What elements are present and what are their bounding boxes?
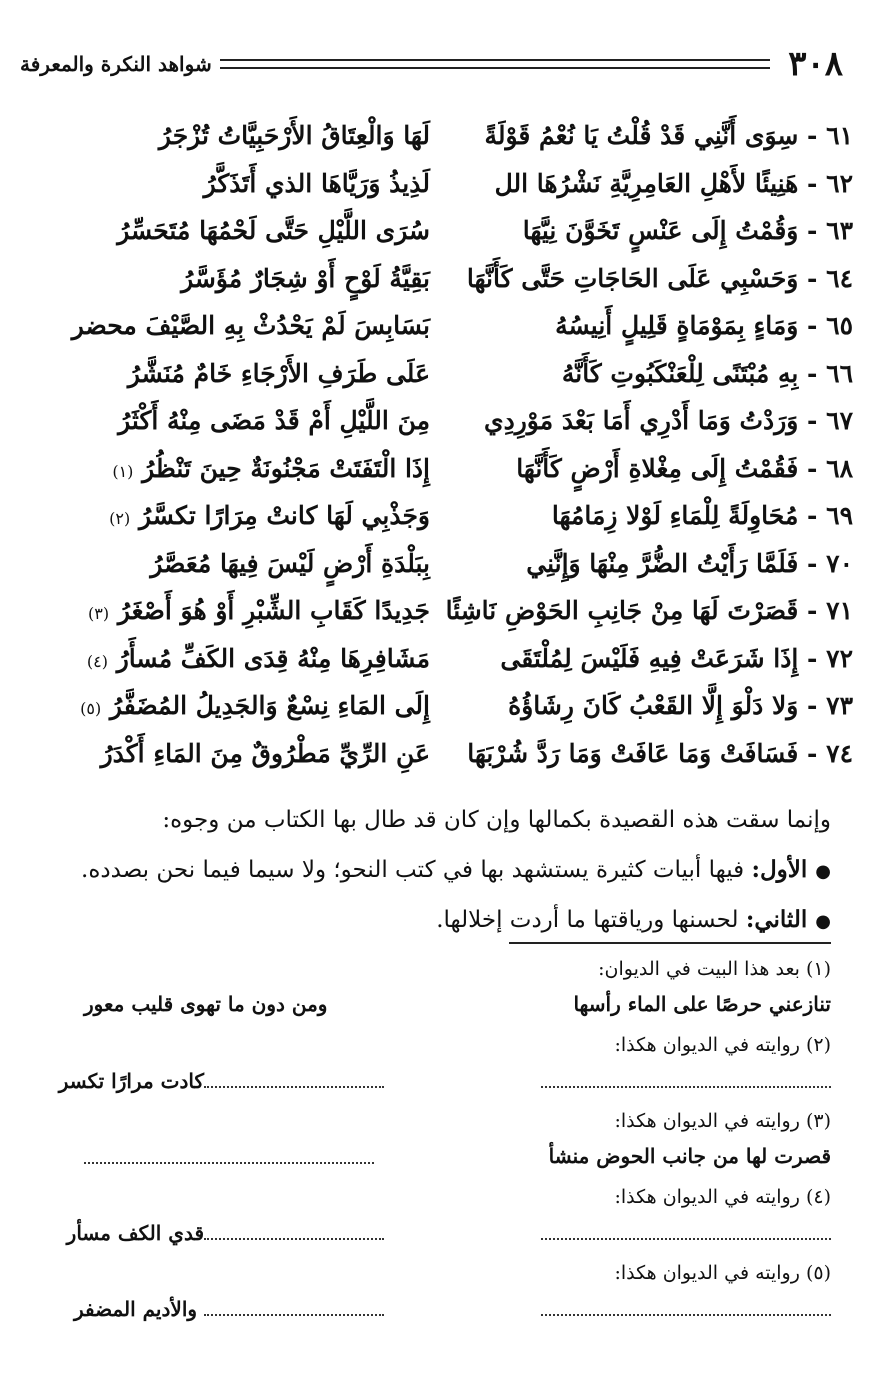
verse-second-hemistich: لَذِيذُ وَرَيَّاهَا الذي أَتَذَكَّرُ xyxy=(203,168,430,198)
ellipsis-dots xyxy=(204,1068,384,1088)
verse-first-hemistich: وَقُمْتُ إِلَى عَنْسٍ تَخَوَّنَ نِيَّهَا xyxy=(522,216,799,246)
footnote-heading: (٢) روايته في الديوان هكذا: xyxy=(614,1034,831,1056)
verse-number: ٦٣ xyxy=(826,216,853,246)
footnote xyxy=(84,1106,831,1176)
ellipsis-dots xyxy=(204,1296,384,1316)
verse-second-hemistich: بَقِيَّةُ لَوْحٍ أَوْ شِجَارٌ مُؤَسَّرُ xyxy=(181,263,430,293)
footnote-marker[interactable]: (٢) xyxy=(109,509,131,529)
ellipsis-dots xyxy=(541,1068,831,1088)
verse-first-hemistich: بِهِ مُبْتَنًى لِلْعَنْكَبُوتِ كَأَنَّهُ xyxy=(561,358,799,388)
verse-first-hemistich: هَنِيئًا لأَهْلِ العَامِرِيَّةِ نَشْرُهَا الل xyxy=(494,168,799,198)
footnote-heading: (٤) روايته في الديوان هكذا: xyxy=(614,1186,831,1208)
footnote xyxy=(73,1258,831,1328)
verse-first-hemistich: فَسَافَتْ وَمَا عَافَتْ وَمَا رَدَّ شُرْبَهَا xyxy=(467,738,799,768)
verse-number: ٦٦ xyxy=(826,358,853,388)
bullet-item xyxy=(30,848,831,898)
footnote xyxy=(84,954,831,1024)
bullet-item xyxy=(30,898,831,948)
verse-row: ٧١ - قَصَرْتَ لَهَا مِنْ جَانِبِ الحَوْضِ نَاشِئًا جَدِيدًا كَقَابِ الشِّبْرِ أَوْ هُوَ أَصْغَرُ (٣) xyxy=(88,596,853,626)
verse-second-hemistich: جَدِيدًا كَقَابِ الشِّبْرِ أَوْ هُوَ أَصْغَرُ xyxy=(117,596,430,626)
ellipsis-dots xyxy=(84,1144,374,1164)
verse-second-hemistich: إِذَا الْتَفَتَتْ مَجْنُونَةٌ حِينَ تَنْظُرُ xyxy=(142,453,430,483)
bullet-icon: ● xyxy=(815,861,831,882)
verse-row: ٦٢ - هَنِيئًا لأَهْلِ العَامِرِيَّةِ نَشْرُهَا الل لَذِيذُ وَرَيَّاهَا الذي أَتَذَكَّرُ xyxy=(203,168,853,198)
verse-number: ٧١ xyxy=(826,596,853,626)
page-number: ٣٠٨ xyxy=(788,44,843,84)
footnote-verse-left: والأديم المضفر xyxy=(73,1296,198,1321)
verse-row: ٦٣ - وَقُمْتُ إِلَى عَنْسٍ تَخَوَّنَ نِيَّهَا سُرَى اللَّيْلِ حَتَّى لَحْمُهَا مُتَحَسِّرُ xyxy=(117,216,853,246)
verse-first-hemistich: فَقُمْتُ إِلَى مِغْلاةِ أَرْضٍ كَأَنَّهَا xyxy=(516,453,799,483)
verse-row: ٦٦ - بِهِ مُبْتَنًى لِلْعَنْكَبُوتِ كَأَنَّهُ عَلَى طَرَفِ الأَرْجَاءِ خَامٌ مُنَشَّرُ xyxy=(127,358,853,388)
verse-row: ٦٩ - مُحَاوِلَةً لِلْمَاءِ لَوْلا زِمَامُهَا وَجَذْبِي لَهَا كانتْ مِرَارًا تكسَّرُ (٢) xyxy=(109,501,853,531)
verse-first-hemistich: قَصَرْتَ لَهَا مِنْ جَانِبِ الحَوْضِ نَاشِئًا xyxy=(445,596,799,626)
verse-row: ٦٧ - وَرَدْتُ وَمَا أَدْرِي أَمَا بَعْدَ مَوْرِدِي مِنَ اللَّيْلِ أَمْ قَدْ مَضَى مِنْهُ أَكْثَرُ xyxy=(118,406,853,436)
verse-first-hemistich: إِذَا شَرَعَتْ فِيهِ فَلَيْسَ لِمُلْتَقَى xyxy=(500,643,799,673)
footnote-heading: (٥) روايته في الديوان هكذا: xyxy=(614,1262,831,1284)
verse-first-hemistich: فَلَمَّا رَأَيْتُ الضُّرَّ مِنْهَا وَإِنَّنِي xyxy=(526,548,799,578)
footnote-marker[interactable]: (٣) xyxy=(88,604,110,624)
header-rule xyxy=(220,59,771,69)
verse-number: ٦٥ xyxy=(826,311,853,341)
footnote-heading: (٣) روايته في الديوان هكذا: xyxy=(614,1110,831,1132)
verse-first-hemistich: سِوَى أَنَّنِي قَدْ قُلْتُ يَا نُعْمُ قَوْلَةً xyxy=(484,121,799,151)
footnote-marker[interactable]: (١) xyxy=(112,461,134,481)
verse-second-hemistich: عَنِ الرِّيِّ مَطْرُوقٌ مِنَ المَاءِ أَكْدَرُ xyxy=(100,738,430,768)
bullet-icon: ● xyxy=(815,911,831,932)
verse-first-hemistich: وَلا دَلْوَ إِلَّا القَعْبُ كَانَ رِشَاؤُهُ xyxy=(508,691,799,721)
poem-verses xyxy=(70,112,853,777)
footnote-marker[interactable]: (٤) xyxy=(86,651,108,671)
verse-second-hemistich: لَهَا وَالْعِتَاقُ الأَرْحَبِيَّاتُ تُزْجَرُ xyxy=(158,121,430,151)
footnote-separator xyxy=(509,942,831,944)
verse-first-hemistich: وَحَسْبِي عَلَى الحَاجَاتِ حَتَّى كَأَنَّهَا xyxy=(466,263,799,293)
bullet-text: لحسنها ورياقتها ما أردت إخلالها. xyxy=(436,907,739,933)
running-title: شواهد النكرة والمعرفة xyxy=(20,52,212,76)
verse-row: ٧٠ - فَلَمَّا رَأَيْتُ الضُّرَّ مِنْهَا وَإِنَّنِي بِبَلْدَةِ أَرْضٍ لَيْسَ فِيهَا مُعَصَّرُ xyxy=(150,548,853,578)
verse-number: ٧٣ xyxy=(826,691,853,721)
footnotes xyxy=(58,954,831,1334)
verse-number: ٦٧ xyxy=(826,406,853,436)
verse-first-hemistich: وَمَاءٍ بِمَوْمَاةٍ قَلِيلٍ أَنِيسُهُ xyxy=(555,311,799,341)
verse-row: ٦٥ - وَمَاءٍ بِمَوْمَاةٍ قَلِيلٍ أَنِيسُهُ بَسَابِسَ لَمْ يَحْدُثْ بِهِ الصَّيْفَ محضر xyxy=(71,311,853,341)
verse-second-hemistich: مَشَافِرِهَا مِنْهُ قِدَى الكَفِّ مُسأَرُ xyxy=(116,643,430,673)
verse-second-hemistich: مِنَ اللَّيْلِ أَمْ قَدْ مَضَى مِنْهُ أَكْثَرُ xyxy=(118,406,430,436)
verse-second-hemistich: سُرَى اللَّيْلِ حَتَّى لَحْمُهَا مُتَحَسِّرُ xyxy=(117,216,430,246)
footnote xyxy=(66,1182,831,1252)
verse-number: ٦٢ xyxy=(826,168,853,198)
verse-first-hemistich: مُحَاوِلَةً لِلْمَاءِ لَوْلا زِمَامُهَا xyxy=(551,501,799,531)
ellipsis-dots xyxy=(541,1220,831,1240)
footnote-verse-right: قصرت لها من جانب الحوض منشأ xyxy=(548,1144,831,1168)
ellipsis-dots xyxy=(541,1296,831,1316)
footnote-verse-right: تنازعني حرصًا على الماء رأسها xyxy=(573,992,831,1016)
verse-number: ٦٤ xyxy=(826,263,853,293)
verse-second-hemistich: إِلَى المَاءِ نِسْعٌ وَالجَدِيلُ المُضَفَّرُ xyxy=(109,691,430,721)
verse-row: ٧٢ - إِذَا شَرَعَتْ فِيهِ فَلَيْسَ لِمُلْتَقَى مَشَافِرِهَا مِنْهُ قِدَى الكَفِّ مُسأَرُ (٤) xyxy=(86,643,853,673)
verse-second-hemistich: بِبَلْدَةِ أَرْضٍ لَيْسَ فِيهَا مُعَصَّرُ xyxy=(150,548,430,578)
intro-paragraph: وإنما سقت هذه القصيدة بكمالها وإن كان قد طال بها الكتاب من وجوه: xyxy=(162,807,831,833)
verse-row: ٦١ - سِوَى أَنَّنِي قَدْ قُلْتُ يَا نُعْمُ قَوْلَةً لَهَا وَالْعِتَاقُ الأَرْحَبِيَّاتُ تُزْجَرُ xyxy=(158,121,853,151)
verse-row: ٦٨ - فَقُمْتُ إِلَى مِغْلاةِ أَرْضٍ كَأَنَّهَا إِذَا الْتَفَتَتْ مَجْنُونَةٌ حِينَ تَنْظُرُ (١) xyxy=(112,453,853,483)
verse-second-hemistich: بَسَابِسَ لَمْ يَحْدُثْ بِهِ الصَّيْفَ محضر xyxy=(71,311,430,341)
footnote-verse-left: قدي الكف مسأر xyxy=(66,1220,204,1245)
verse-number: ٦١ xyxy=(826,121,853,151)
verse-number: ٧٢ xyxy=(826,643,853,673)
footnote-verse-left: ومن دون ما تهوى قليب معور xyxy=(84,992,328,1016)
verse-second-hemistich: وَجَذْبِي لَهَا كانتْ مِرَارًا تكسَّرُ xyxy=(138,501,430,531)
verse-first-hemistich: وَرَدْتُ وَمَا أَدْرِي أَمَا بَعْدَ مَوْرِدِي xyxy=(484,406,799,436)
bullet-text: فيها أبيات كثيرة يستشهد بها في كتب النحو؛ ولا سيما فيما نحن بصدده. xyxy=(81,857,745,883)
verse-row: ٧٤ - فَسَافَتْ وَمَا عَافَتْ وَمَا رَدَّ شُرْبَهَا عَنِ الرِّيِّ مَطْرُوقٌ مِنَ المَاءِ أَكْدَرُ xyxy=(100,738,853,768)
footnote xyxy=(58,1030,831,1100)
footnote-heading: (١) بعد هذا البيت في الديوان: xyxy=(598,958,831,980)
verse-number: ٧٠ xyxy=(826,548,853,578)
verse-number: ٦٨ xyxy=(826,453,853,483)
page-header xyxy=(20,44,843,84)
verse-row: ٧٣ - وَلا دَلْوَ إِلَّا القَعْبُ كَانَ رِشَاؤُهُ إِلَى المَاءِ نِسْعٌ وَالجَدِيلُ المُضَفَّرُ (٥) xyxy=(80,691,853,721)
bullet-label: الثاني: xyxy=(745,906,808,933)
verse-row: ٦٤ - وَحَسْبِي عَلَى الحَاجَاتِ حَتَّى كَأَنَّهَا بَقِيَّةُ لَوْحٍ أَوْ شِجَارٌ مُؤَسَّرُ xyxy=(181,263,853,293)
prose-section xyxy=(30,798,831,948)
verse-second-hemistich: عَلَى طَرَفِ الأَرْجَاءِ خَامٌ مُنَشَّرُ xyxy=(127,358,430,388)
verse-number: ٦٩ xyxy=(826,501,853,531)
footnote-verse-left: كادت مرارًا تكسر xyxy=(58,1068,204,1093)
footnote-marker[interactable]: (٥) xyxy=(80,699,102,719)
bullet-label: الأول: xyxy=(751,856,808,883)
verse-number: ٧٤ xyxy=(826,738,853,768)
ellipsis-dots xyxy=(204,1220,384,1240)
